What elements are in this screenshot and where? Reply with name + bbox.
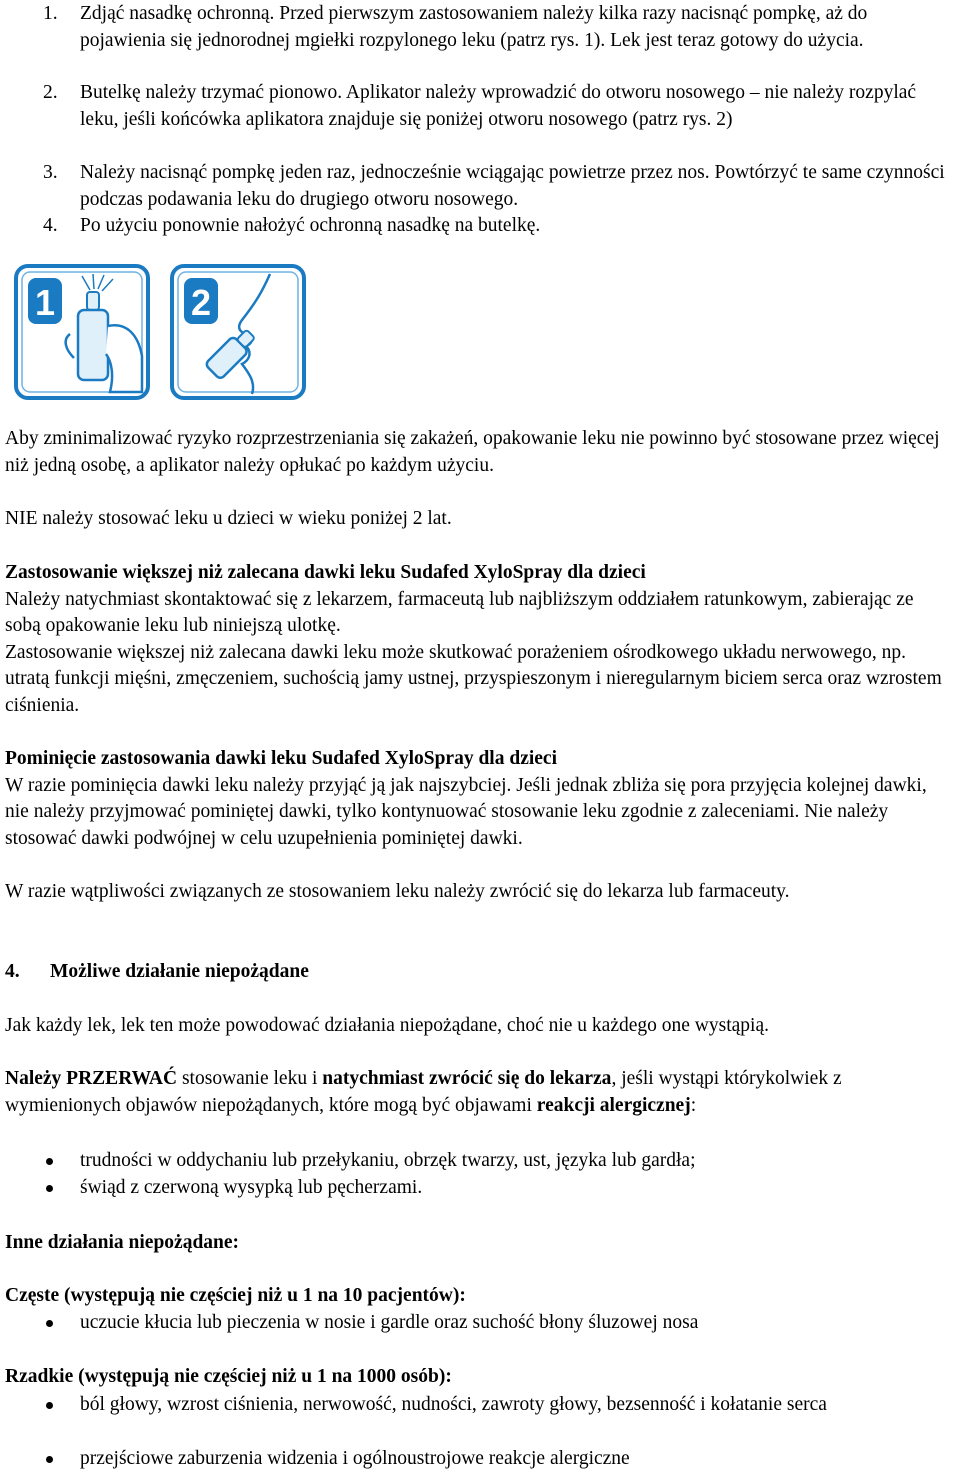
instruction-number: 3. <box>43 162 58 183</box>
instruction-number: 1. <box>43 3 58 24</box>
list-item <box>0 1148 952 1175</box>
common-effects-heading: Częste (występują nie częściej niż u 1 na 10 pacjentów): <box>5 1285 466 1306</box>
contact-doctor-emphasis: natychmiast zwrócić się do lekarza <box>322 1068 612 1089</box>
list-item-text: przejściowe zaburzenia widzenia i ogólnoustrojowe reakcje alergiczne <box>80 1448 630 1469</box>
instruction-item-1 <box>0 1 952 54</box>
section-number: 4. <box>5 961 20 982</box>
side-effects-intro: Jak każdy lek, lek ten może powodować działania niepożądane, choć nie u każdego one wystąpią. <box>5 1015 769 1036</box>
list-item <box>0 1175 952 1202</box>
overdose-section <box>5 560 952 719</box>
instruction-item-2 <box>0 80 952 133</box>
stop-text-2: , jeśli wystąpi którykolwiek z wymienionych objawów niepożądanych, które mogą być objawami <box>5 1068 842 1116</box>
instruction-item-3 <box>0 160 952 213</box>
list-item-text: trudności w oddychaniu lub przełykaniu, obrzęk twarzy, ust, języka lub gardła; <box>80 1150 696 1171</box>
instruction-item-4 <box>0 213 952 240</box>
instruction-number: 2. <box>43 82 58 103</box>
section-title: Możliwe działanie niepożądane <box>50 961 309 982</box>
missed-dose-section <box>5 746 952 852</box>
list-item <box>0 1446 952 1473</box>
bullet-icon <box>46 1320 53 1327</box>
allergy-emphasis: reakcji alergicznej <box>536 1094 691 1116</box>
overdose-heading: Zastosowanie większej niż zalecana dawki leku Sudafed XyloSpray dla dzieci <box>5 562 646 583</box>
missed-dose-heading: Pominięcie zastosowania dawki leku Sudafed XyloSpray dla dzieci <box>5 748 557 769</box>
list-item-text: uczucie kłucia lub pieczenia w nosie i gardle oraz suchość błony śluzowej nosa <box>80 1312 699 1333</box>
figure-label: 2 <box>190 282 212 323</box>
list-item-text: ból głowy, wzrost ciśnienia, nerwowość, nudności, zawroty głowy, bezsenność i kołatanie serca <box>80 1394 827 1415</box>
stop-text: stosowanie leku i <box>177 1068 323 1089</box>
nasal-application-icon <box>170 264 306 400</box>
stop-treatment-paragraph <box>5 1066 952 1119</box>
bullet-icon <box>46 1185 53 1192</box>
list-item-text: świąd z czerwoną wysypką lub pęcherzami. <box>80 1177 423 1198</box>
stop-emphasis: Należy PRZERWAĆ <box>5 1068 178 1089</box>
instruction-number: 4. <box>43 215 58 236</box>
other-effects-heading: Inne działania niepożądane: <box>5 1232 240 1253</box>
overdose-paragraph-1: Należy natychmiast skontaktować się z lekarzem, farmaceutą lub najbliższym oddziałem ratunkowym, zabierając ze sobą opakowanie leku lub niniejszą ulotkę. <box>5 588 914 636</box>
doubts-paragraph: W razie wątpliwości związanych ze stosowaniem leku należy zwrócić się do lekarza lub farmaceuty. <box>5 881 790 902</box>
rare-effects-heading: Rzadkie (występują nie częściej niż u 1 na 1000 osób): <box>5 1366 452 1387</box>
pump-priming-icon <box>14 264 150 400</box>
usage-figures <box>14 264 314 404</box>
bullet-icon <box>46 1456 53 1463</box>
instruction-text: Zdjąć nasadkę ochronną. Przed pierwszym zastosowaniem należy kilka razy nacisnąć pompkę, aż do pojawienia się jednorodnej mgiełki rozpylonego leku (patrz rys. 1). Lek jest teraz gotowy do użycia. <box>80 3 868 51</box>
figure-label: 1 <box>34 282 56 323</box>
instruction-text: Butelkę należy trzymać pionowo. Aplikator należy wprowadzić do otworu nosowego – nie należy rozpylać leku, jeśli końcówka aplikatora znajduje się poniżej otworu nosowego (patrz rys. 2) <box>80 82 917 130</box>
overdose-paragraph-2: Zastosowanie większej niż zalecana dawki leku może skutkować porażeniem ośrodkowego układu nerwowego, np. utratą funkcji mięśni, zmęczeniem, suchością jamy ustnej, przyspieszonym i nieregularnym biciem serca oraz wzrostem ciśnienia. <box>5 641 942 716</box>
instruction-text: Po użyciu ponownie nałożyć ochronną nasadkę na butelkę. <box>80 215 541 236</box>
bullet-icon <box>46 1402 53 1409</box>
stop-colon: : <box>690 1094 697 1116</box>
hygiene-paragraph: Aby zminimalizować ryzyko rozprzestrzeniania się zakażeń, opakowanie leku nie powinno być stosowane przez więcej niż jedną osobę, a aplikator należy opłukać po każdym użyciu. <box>5 428 940 476</box>
missed-dose-paragraph: W razie pominięcia dawki leku należy przyjąć ją jak najszybciej. Jeśli jednak zbliża się pora przyjęcia kolejnej dawki, nie należy przyjmować pominiętej dawki, tylko kontynuować stosowanie leku zgodnie z zaleceniami. Nie należy stosować dawki podwójnej w celu uzupełnienia pominiętej dawki. <box>5 774 927 849</box>
section-4-title <box>5 959 309 986</box>
instruction-text: Należy nacisnąć pompkę jeden raz, jednocześnie wciągając powietrze przez nos. Powtórzyć te same czynności podczas podawania leku do drugiego otworu nosowego. <box>80 162 945 210</box>
children-warning: NIE należy stosować leku u dzieci w wieku poniżej 2 lat. <box>5 508 452 529</box>
list-item <box>0 1392 952 1419</box>
bullet-icon <box>46 1158 53 1165</box>
list-item <box>0 1310 952 1337</box>
